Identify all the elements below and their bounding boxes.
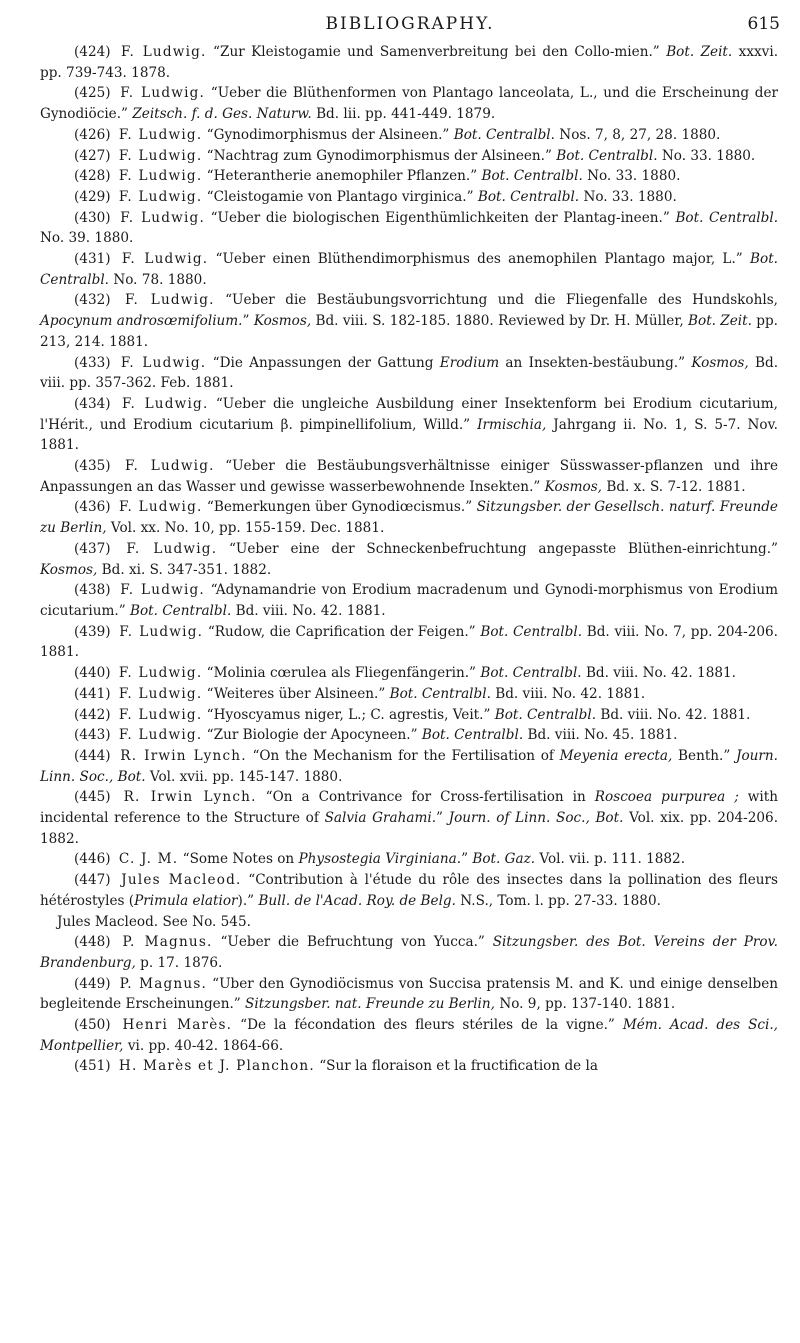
running-head: BIBLIOGRAPHY. [325,14,495,34]
entry-journal: Bot. Centralbl. [494,706,597,723]
entry-details: Vol. xvii. pp. 145-147. 1880. [149,768,343,785]
entry-title-end: ).” [237,892,255,909]
entry-journal: Mém. Acad. des Sci., Montpellier, [40,1017,778,1054]
bibliography-entry [40,456,778,497]
entry-author: F. Ludwig. [120,582,205,599]
entry-title: “Heterantherie anemophiler Pflanzen.” [206,168,478,185]
entry-details: vi. pp. 40-42. 1864-66. [127,1037,284,1054]
entry-number: (432) [74,292,111,309]
entry-journal: Bull. de l'Acad. Roy. de Belg. [258,892,456,909]
entry-number: (435) [74,458,111,475]
entry-journal: Kosmos, [544,478,602,495]
bibliography-entry [40,125,778,146]
entry-journal: Sitzungsber. nat. Freunde zu Berlin, [245,996,495,1013]
entry-journal: Kosmos, [40,561,98,578]
bibliography-entry [40,1056,778,1077]
entry-title-italic: Apocynum androsœmifolium. [40,313,243,330]
entry-author: F. Ludwig. [118,188,203,205]
entry-journal: Bot. Centralbl. [389,685,491,702]
page-number: 615 [747,14,780,34]
entry-journal: Journ. of Linn. Soc., Bot. [448,810,624,827]
entry-details: xxxvi. pp. 739-743. 1878. [40,44,779,81]
entry-journal: Bot. Centralbl. [556,147,658,164]
entry-journal: Bot. Centralbl. [40,251,778,288]
entry-author: R. Irwin Lynch. [123,789,257,806]
entry-journal: Bot. Centralbl. [453,126,555,143]
entry-details: N.S., Tom. l. pp. 27-33. 1880. [460,892,661,909]
entry-author: F. Ludwig. [121,44,207,60]
entry-details: No. 39. 1880. [40,230,134,247]
entry-author: P. Magnus. [122,934,213,951]
entry-author: F. Ludwig. [120,209,205,226]
entry-title: “Die Anpassungen der Gattung [212,354,434,371]
bibliography-entry [40,580,778,621]
entry-author: P. Magnus. [119,975,208,992]
entry-author: F. Ludwig. [118,168,203,185]
entry-number: (424) [74,44,111,60]
entry-title: “Nachtrag zum Gynodimorphismus der Alsineen.” [206,147,552,164]
entry-details: Bd. x. S. 7-12. 1881. [606,478,746,495]
bibliography-entry [40,208,778,249]
bibliography-entry [40,187,778,208]
bibliography-list [40,42,778,1077]
entry-journal: Bot. Centralbl. [421,727,524,744]
entry-title: “Ueber die Blüthenformen von Plantago lanceolata, L., und die Erscheinung der Gynodiöcie.” [40,85,778,123]
entry-details: Bd. viii. No. 7, pp. 204-206. 1881. [40,623,779,661]
bibliography-entry [40,725,778,746]
entry-details: Bd. viii. No. 42. 1881. [495,685,646,702]
entry-journal: Sitzungsber. der Gesellsch. naturf. Freunde zu Berlin, [40,499,778,537]
entry-details: No. 33. 1880. [583,188,677,205]
bibliography-entry [40,787,778,849]
entry-title-end: Benth.” [678,747,731,764]
entry-details: Bd. viii. No. 42. 1881. [235,602,386,619]
entry-number: (433) [74,354,111,371]
entry-author: F. Ludwig. [119,623,204,640]
bibliography-entry [40,622,778,663]
entry-details: Vol. xix. pp. 204-206. 1882. [40,810,779,847]
entry-number: (429) [74,188,111,205]
entry-title: “Weiteres über Alsineen.” [206,685,386,702]
entry-title: “Rudow, die Caprification der Feigen.” [207,623,476,640]
entry-journal: Bot. Zeit. [666,44,733,60]
entry-number: (443) [74,727,111,744]
bibliography-entry [40,497,778,538]
entry-title: “Uber den Gynodiöcismus von Succisa pratensis M. and K. und einige denselben begleitende Erscheinungen.” [40,975,778,1013]
entry-details: Bd. lii. pp. 441-449. 1879. [316,106,496,123]
entry-title: “Sur la floraison et la fructification de la [319,1058,598,1075]
entry-journal: Bot. Centralbl. [675,209,779,226]
entry-author: C. J. M. [118,851,179,868]
entry-title: “Gynodimorphismus der Alsineen.” [206,126,450,143]
entry-number: (438) [74,582,111,599]
entry-title: “On the Mechanism for the Fertilisation of [252,747,554,764]
entry-title-end-2: ” [436,810,443,827]
entry-details: Bd. viii. pp. 357-362. Feb. 1881. [40,354,779,392]
entry-details: p. 17. 1876. [140,954,223,971]
cross-reference-note: Jules Macleod. See No. 545. [57,913,251,930]
entry-title: “Cleistogamie von Plantago virginica.” [206,188,474,205]
bibliography-entry [40,746,778,787]
entry-title: “Molinia cœrulea als Fliegenfängerin.” [206,665,477,682]
entry-journal: Sitzungsber. des Bot. Vereins der Prov. Brandenburg, [40,934,778,971]
entry-title-italic: Erodium [439,354,500,371]
entry-author: R. Irwin Lynch. [120,747,247,764]
entry-author: F. Ludwig. [125,458,215,475]
bibliography-entry [40,1015,778,1056]
entry-title-end: ” [461,851,469,868]
entry-number: (430) [74,209,111,226]
entry-journal: Bot. Centralbl. [481,168,583,185]
entry-author: F. Ludwig. [120,85,206,102]
entry-author: F. Ludwig. [121,251,209,268]
entry-number: (444) [74,747,111,764]
entry-number: (440) [74,665,111,682]
entry-number: (436) [74,499,111,516]
entry-number: (447) [74,872,111,889]
entry-number: (439) [74,623,111,640]
entry-details: Nos. 7, 8, 27, 28. 1880. [559,126,721,143]
bibliography-entry [40,146,778,167]
entry-author: F. Ludwig. [118,706,203,723]
entry-title-italic: Primula elatior [134,892,238,909]
entry-title: “Ueber die biologischen Eigenthümlichkeiten der Plantag-ineen.” [210,209,670,226]
entry-author: F. Ludwig. [118,147,203,164]
entry-title: “Ueber die Bestäubungsverhältnisse einiger Süsswasser-pflanzen und ihre Anpassungen an das Wasser und gewisse wasserbewohnende Insekten.” [40,458,779,495]
bibliography-entry [40,166,778,187]
entry-details: Jahrgang ii. No. 1, S. 5-7. Nov. 1881. [40,416,778,454]
entry-journal: Kosmos, [691,354,749,371]
entry-number: (434) [74,395,111,412]
entry-author: F. Ludwig. [126,540,218,557]
entry-details: Bd. viii. No. 42. 1881. [600,706,751,723]
entry-journal-2: Bot. Zeit. [688,313,752,330]
entry-details: No. 33. 1880. [661,147,756,164]
entry-author: Jules Macleod. [121,872,242,889]
entry-title: “Zur Biologie der Apocyneen.” [206,727,418,744]
entry-title-end: with incidental reference to the Structure of [40,789,778,827]
entry-number: (431) [74,251,111,268]
bibliography-entry [40,932,778,973]
entry-journal: Journ. Linn. Soc., Bot. [40,747,778,785]
bibliography-entry [40,353,778,394]
entry-journal: Irmischia, [477,416,547,433]
entry-author: Henri Marès. [122,1017,233,1034]
entry-journal: Kosmos, [253,313,312,330]
entry-title-italic: Meyenia erecta, [559,747,673,764]
entry-author: F. Ludwig. [120,354,207,371]
bibliography-entry [40,870,778,911]
entry-number: (450) [74,1017,111,1034]
bibliography-entry [40,83,778,124]
entry-title-italic-2: Salvia Grahami. [324,810,437,827]
bibliography-entry [40,290,778,352]
entry-details: Vol. xx. No. 10, pp. 155-159. Dec. 1881. [110,520,385,537]
entry-author: F. Ludwig. [118,126,203,143]
page-header [40,14,780,40]
entry-number: (428) [74,168,111,185]
entry-journal: Bot. Centralbl. [480,623,583,640]
entry-title-italic: Physostegia Virginiana. [298,851,462,868]
entry-details: No. 33. 1880. [587,168,681,185]
bibliography-entry [40,539,778,580]
entry-title: “Ueber die Befruchtung von Yucca.” [220,934,485,951]
entry-journal: Bot. Gaz. [472,851,536,868]
entry-details-2: pp. 213, 214. 1881. [40,313,779,350]
entry-title-end: ” [242,313,250,330]
entry-author: F. Ludwig. [118,727,203,744]
entry-title: “Bemerkungen über Gynodiœcismus.” [206,499,473,516]
entry-details: Bd. viii. No. 42. 1881. [585,665,736,682]
entry-title: “Zur Kleistogamie und Samenverbreitung bei den Collo-mien.” [213,44,660,60]
entry-title: “Adynamandrie von Erodium macradenum und Gynodi-morphismus von Erodium cicutarium.” [40,582,778,619]
entry-title: “Ueber die Bestäubungsvorrichtung und die Fliegenfalle des Hundskohls, [225,292,779,309]
entry-number: (441) [74,685,111,702]
entry-title: “Ueber eine der Schneckenbefruchtung angepasste Blüthen-einrichtung.” [228,540,778,557]
bibliography-entry [40,394,778,456]
entry-number: (449) [74,975,111,992]
entry-number: (427) [74,147,111,164]
entry-details: Bd. xi. S. 347-351. 1882. [101,561,272,578]
entry-journal: Bot. Centralbl. [480,665,582,682]
entry-number: (446) [74,851,111,868]
bibliography-entry [40,663,778,684]
entry-title: “Ueber die ungleiche Ausbildung einer Insektenform bei Erodium cicutarium, l'Hérit., und Erodium cicutarium β. pimpinellifolium, Willd.” [40,395,778,433]
entry-title: “Some Notes on [182,851,295,868]
entry-number: (451) [74,1058,111,1075]
entry-title-end: an Insekten-bestäubung.” [505,354,686,371]
bibliography-entry [40,684,778,705]
bibliography-entry [40,974,778,1015]
entry-details: No. 78. 1880. [113,271,207,288]
entry-number: (448) [74,934,111,951]
entry-details: No. 9, pp. 137-140. 1881. [499,996,676,1013]
entry-details: Bd. viii. No. 45. 1881. [527,727,678,744]
entry-title-italic: Roscoea purpurea ; [594,789,739,806]
entry-author: F. Ludwig. [118,665,203,682]
entry-author: F. Ludwig. [121,395,209,412]
bibliography-entry [40,849,778,870]
entry-number: (445) [74,789,111,806]
entry-number: (425) [74,85,111,102]
entry-number: (437) [74,540,111,557]
entry-journal: Bot. Centralbl. [477,188,580,205]
entry-author: F. Ludwig. [125,292,215,309]
entry-title: “De la fécondation des fleurs stériles de la vigne.” [240,1017,615,1034]
entry-title: “On a Contrivance for Cross-fertilisation in [265,789,586,806]
entry-details: Vol. vii. p. 111. 1882. [539,851,686,868]
entry-journal: Zeitsch. f. d. Ges. Naturw. [132,106,312,123]
entry-author: H. Marès et J. Planchon. [118,1058,315,1075]
bibliography-entry [40,249,778,290]
bibliography-entry [40,705,778,726]
entry-journal: Bot. Centralbl. [130,602,232,619]
bibliography-entry [40,42,778,83]
entry-author: F. Ludwig. [118,685,203,702]
entry-author: F. Ludwig. [118,499,203,516]
entry-details: Bd. viii. S. 182-185. 1880. Reviewed by Dr. H. Müller, [315,313,684,330]
entry-number: (442) [74,706,111,723]
entry-title: “Contribution à l'étude du rôle des insectes dans la pollination des fleurs hétérostyles ( [40,872,778,909]
entry-title: “Ueber einen Blüthendimorphismus des anemophilen Plantago major, L.” [215,251,743,268]
entry-number: (426) [74,126,111,143]
entry-title: “Hyoscyamus niger, L.; C. agrestis, Veit.” [206,706,491,723]
